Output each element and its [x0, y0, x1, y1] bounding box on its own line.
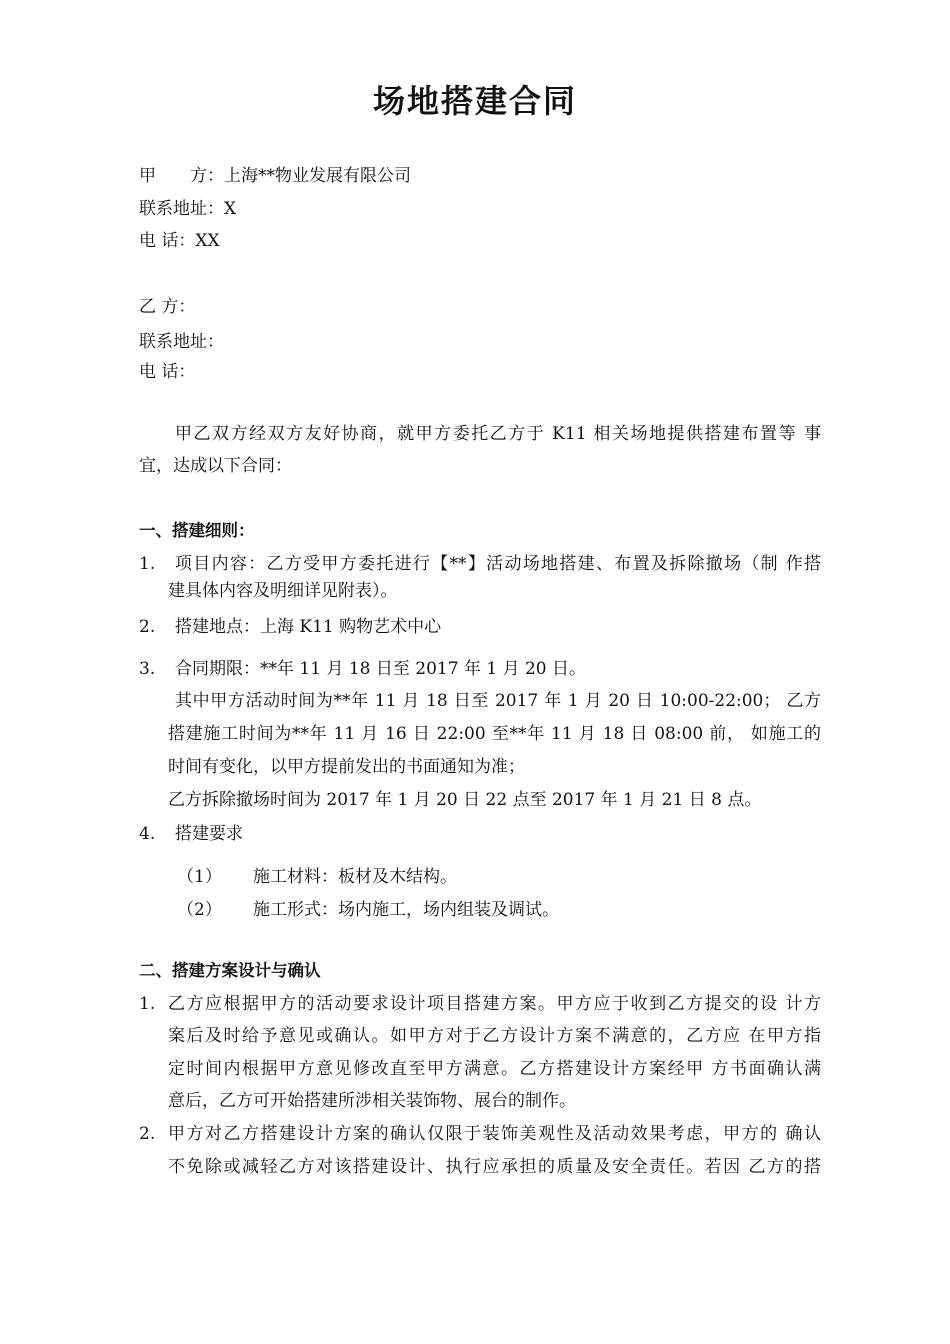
item-text-line: 时间有变化，以甲方提前发出的书面通知为准；	[168, 757, 525, 777]
list-number: 4.	[139, 824, 156, 844]
item-text-line: 搭建要求	[175, 824, 243, 844]
item-text-line: 建具体内容及明细详见附表）。	[168, 581, 398, 601]
section-2-heading: 二、搭建方案设计与确认	[139, 961, 321, 980]
sub-item-label: （1）	[177, 867, 222, 887]
sub-item-label: （2）	[177, 900, 222, 920]
item-text-line: 定时间内根据甲方意见修改直至甲方满意。乙方搭建设计方案经甲 方书面确认满	[168, 1059, 821, 1079]
party-b-name: 乙 方：	[139, 297, 196, 317]
list-number: 1.	[139, 554, 156, 574]
item-text-line: 项目内容：乙方受甲方委托进行【**】活动场地搭建、布置及拆除撤场（制 作搭	[175, 554, 821, 574]
item-text-line: 搭建地点：上海 K11 购物艺术中心	[175, 617, 442, 637]
item-text-line: 意后，乙方可开始搭建所涉相关装饰物、展台的制作。	[168, 1091, 576, 1111]
list-number: 1.	[139, 994, 156, 1014]
item-text-line: 搭建施工时间为**年 11 月 16 日 22:00 至**年 11 月 18 日 08:00 前， 如施工的	[168, 724, 821, 744]
party-b-phone: 电 话：	[139, 362, 196, 382]
party-a-address: 联系地址：X	[139, 199, 237, 219]
sub-item-text: 施工材料：板材及木结构。	[253, 867, 457, 887]
document-title: 场地搭建合同	[372, 82, 577, 120]
list-number: 3.	[139, 659, 156, 679]
item-text-line: 乙方应根据甲方的活动要求设计项目搭建方案。甲方应于收到乙方提交的设 计方	[168, 994, 821, 1014]
list-number: 2.	[139, 617, 156, 637]
intro-paragraph-line: 宜，达成以下合同：	[139, 456, 292, 476]
item-text-line: 其中甲方活动时间为**年 11 月 18 日至 2017 年 1 月 20 日 10:00-22:00； 乙方	[175, 691, 821, 711]
party-b-address: 联系地址：	[139, 332, 224, 352]
item-text-line: 乙方拆除撤场时间为 2017 年 1 月 20 日 22 点至 2017 年 1 月 21 日 8 点。	[168, 790, 762, 810]
item-text-line: 不免除或减轻乙方对该搭建设计、执行应承担的质量及安全责任。若因 乙方的搭	[168, 1157, 821, 1177]
item-text-line: 案后及时给予意见或确认。如甲方对于乙方设计方案不满意的，乙方应 在甲方指	[168, 1026, 821, 1046]
party-a-name: 甲 方：上海**物业发展有限公司	[139, 166, 411, 186]
section-1-heading: 一、搭建细则：	[139, 521, 255, 540]
intro-paragraph-line: 甲乙双方经双方友好协商，就甲方委托乙方于 K11 相关场地提供搭建布置等 事	[175, 424, 821, 444]
sub-item-text: 施工形式：场内施工，场内组装及调试。	[253, 900, 559, 920]
list-number: 2.	[139, 1124, 156, 1144]
party-a-phone: 电 话：XX	[139, 231, 220, 251]
item-text-line: 合同期限：**年 11 月 18 日至 2017 年 1 月 20 日。	[175, 659, 587, 679]
item-text-line: 甲方对乙方搭建设计方案的确认仅限于装饰美观性及活动效果考虑，甲方的 确认	[168, 1124, 821, 1144]
